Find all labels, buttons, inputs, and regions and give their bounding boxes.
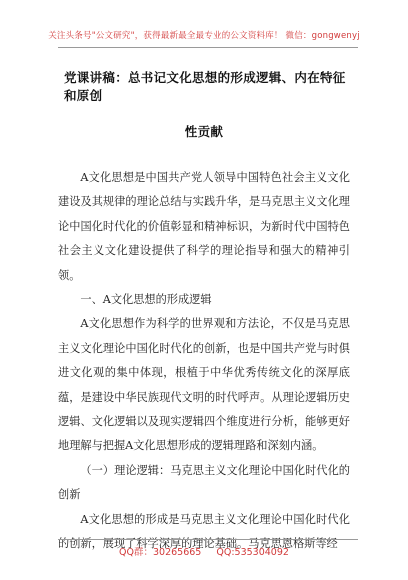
footer-qq-group: QQ群：30265665 (119, 547, 202, 558)
body-paragraph-intro: A文化思想是中国共产党人领导中国特色社会主义文化建设及其规律的理论总结与实践升华，是马克思主义文化理论中国化时代化的价值彰显和精神标识，为新时代中国特色社会主义文化建设提供了科学的理论指导和强大的精神引领。 (58, 171, 350, 282)
footer-qq: QQ:535304092 (216, 547, 289, 558)
body-paragraph-2: A文化思想的形成是马克思主义文化理论中国化时代化的创新，展现了科学深厚的理论基础。马克思恩格斯等经 (58, 512, 350, 551)
document-title-line-2: 性贡献 (184, 124, 224, 139)
document-body (58, 166, 350, 557)
footer-contact (0, 544, 408, 558)
section-heading-1: 一、A文化思想的形成逻辑 (80, 293, 212, 307)
body-paragraph-1: A文化思想作为科学的世界观和方法论，不仅是马克思主义文化理论中国化时代化的创新，也是中国共产党与时俱进文化观的集中体现，根植于中华优秀传统文化的深厚底蕴，是建设中华民族现代文明的时代呼声。从理论逻辑历史逻辑、文化逻辑以及现实逻辑四个维度进行分析，能够更好地理解与把握A文化思想形成的逻辑理路和深刻内涵。 (58, 317, 350, 453)
header-divider (58, 47, 358, 48)
footer-divider (58, 539, 358, 540)
header-promo-note: 关注头条号"公文研究"，获得最新最全最专业的公文资料库！ 微信：gongwenyj (48, 31, 360, 41)
subsection-heading-1: （一）理论逻辑：马克思主义文化理论中国化时代化的创新 (58, 463, 350, 502)
document-title-line-1: 党课讲稿：总书记文化思想的形成逻辑、内在特征和原创 (64, 70, 346, 103)
